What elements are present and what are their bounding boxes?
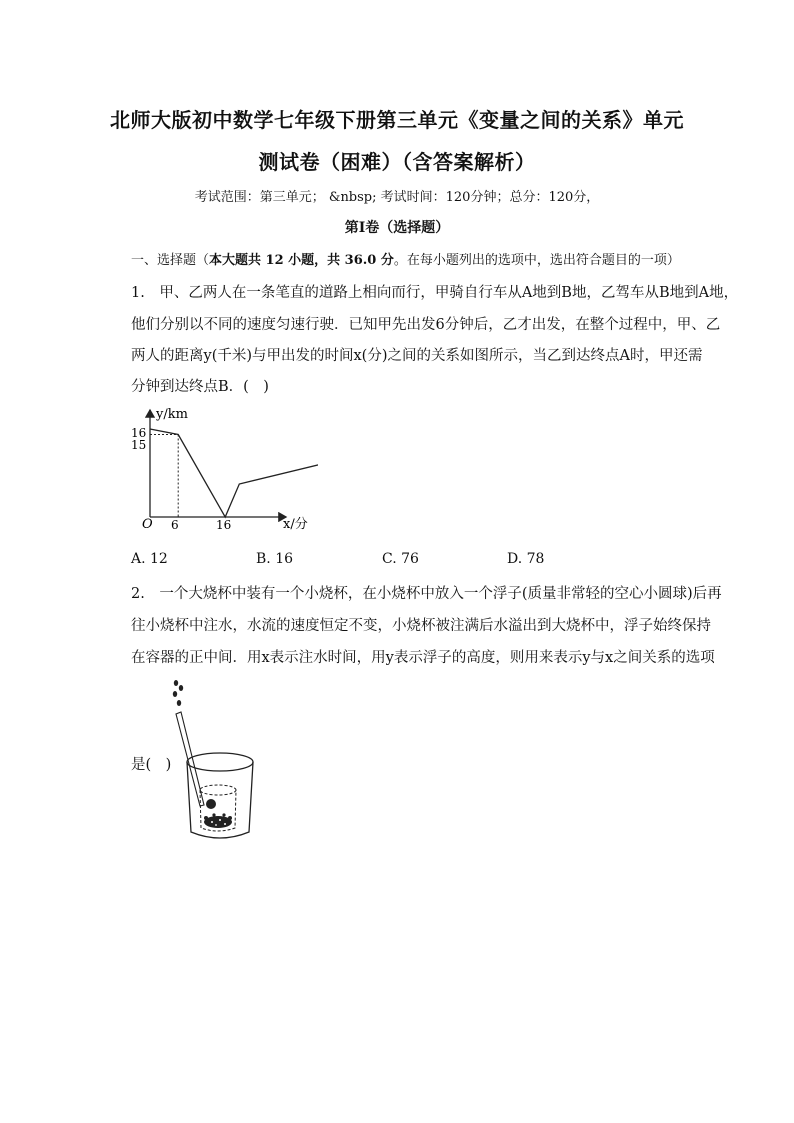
instruction-bold: 本大题共 12 小题，共 36.0 分 xyxy=(209,253,394,268)
section-heading: 第I卷（选择题） xyxy=(344,220,450,236)
q2-text-line-2: 往小烧杯中注水，水流的速度恒定不变，小烧杯被注满后水溢出到大烧杯中，浮子始终保持 xyxy=(131,618,711,634)
q1-text-line-2: 他们分别以不同的速度匀速行驶．已知甲先出发6分钟后，乙才出发，在整个过程中，甲、乙 xyxy=(131,317,721,333)
document-title-line-2: 测试卷（困难）（含答案解析） xyxy=(258,150,536,174)
q1-distance-time-graph xyxy=(128,402,318,537)
x-tick-6: 6 xyxy=(171,518,179,532)
q2-text-line-1: 2. 一个大烧杯中装有一个小烧杯，在小烧杯中放入一个浮子(质量非常轻的空心小圆球)后再 xyxy=(131,586,722,602)
document-title-line-1: 北师大版初中数学七年级下册第三单元《变量之间的关系》单元 xyxy=(110,108,684,132)
section-instruction xyxy=(131,249,691,268)
q1-option-d[interactable]: D. 78 xyxy=(507,551,545,567)
x-tick-16: 16 xyxy=(216,518,232,532)
float-ball-icon xyxy=(206,799,216,809)
instruction-prefix: 一、选择题（ xyxy=(131,253,210,268)
q1-text-line-3: 两人的距离y(千米)与甲出发的时间x(分)之间的关系如图所示，当乙到达终点A时，甲还需 xyxy=(131,348,703,364)
q1-option-b[interactable]: B. 16 xyxy=(256,551,294,567)
q2-text-line-3: 在容器的正中间．用x表示注水时间，用y表示浮子的高度，则用来表示y与x之间关系的选项 xyxy=(131,650,715,666)
q1-text-line-4: 分钟到达终点B．( ) xyxy=(131,379,269,395)
y-tick-15: 15 xyxy=(131,438,147,452)
exam-info: 考试范围：第三单元； &nbsp; 考试时间：120分钟；总分：120分， xyxy=(194,190,600,205)
water-drops-icon xyxy=(173,680,183,706)
q1-option-c[interactable]: C. 76 xyxy=(382,551,419,567)
q1-option-a[interactable]: A. 12 xyxy=(131,551,168,567)
x-axis-label: x/分 xyxy=(283,517,308,532)
q1-text-line-1: 1. 甲、乙两人在一条笔直的道路上相向而行，甲骑自行车从A地到B地，乙驾车从B地到A地， xyxy=(131,285,739,301)
sediment-icon xyxy=(204,813,232,828)
y-tick-16: 16 xyxy=(131,426,147,440)
q2-text-line-4: 是( ) xyxy=(131,757,172,773)
beaker-illustration xyxy=(170,676,270,846)
origin-label: O xyxy=(142,517,153,532)
y-axis-label: y/km xyxy=(156,407,188,422)
instruction-suffix: 。在每小题列出的选项中，选出符合题目的一项） xyxy=(393,253,680,268)
distance-line xyxy=(150,429,318,517)
